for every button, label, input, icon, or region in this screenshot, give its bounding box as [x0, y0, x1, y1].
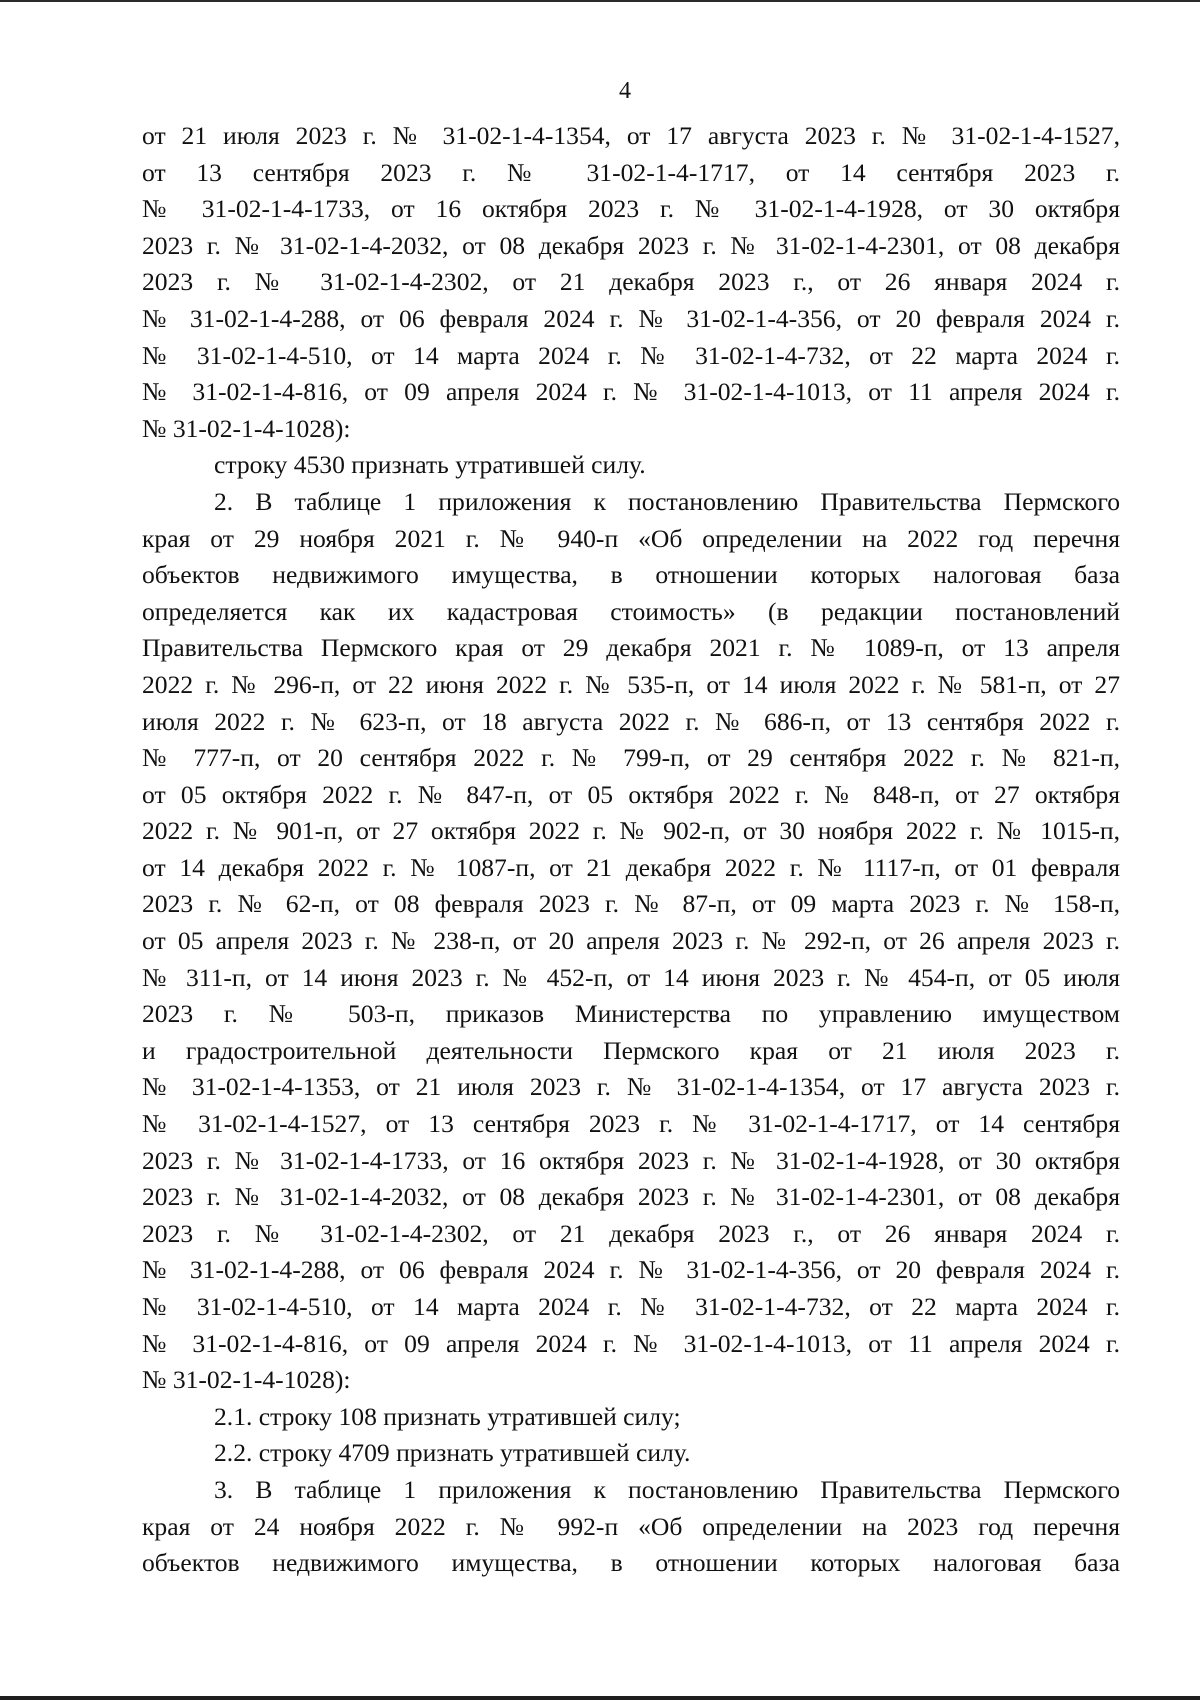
text-line: 2022 г. № 296-п, от 22 июня 2022 г. № 535-п, от 14 июля 2022 г. № 581-п, от 27 — [142, 669, 1120, 699]
text-line: 2.1. строку 108 признать утратившей силу; — [214, 1401, 681, 1431]
text-line: от 05 октября 2022 г. № 847-п, от 05 октября 2022 г. № 848-п, от 27 октября — [142, 779, 1120, 809]
text-line: 2.2. строку 4709 признать утратившей силу. — [214, 1438, 691, 1468]
text-line: 2023 г. № 31-02-1-4-2032, от 08 декабря 2023 г. № 31-02-1-4-2301, от 08 декабря — [142, 230, 1120, 260]
text-line: Правительства Пермского края от 29 декабря 2021 г. № 1089-п, от 13 апреля — [142, 633, 1120, 663]
text-line: № 31-02-1-4-288, от 06 февраля 2024 г. № 31-02-1-4-356, от 20 февраля 2024 г. — [142, 303, 1120, 333]
text-line: 3. В таблице 1 приложения к постановлению Правительства Пермского — [214, 1474, 1120, 1504]
text-line: № 31-02-1-4-510, от 14 марта 2024 г. № 31-02-1-4-732, от 22 марта 2024 г. — [142, 340, 1120, 370]
text-line: и градостроительной деятельности Пермского края от 21 июля 2023 г. — [142, 1035, 1120, 1065]
text-line: 2023 г. № 31-02-1-4-1733, от 16 октября 2023 г. № 31-02-1-4-1928, от 30 октября — [142, 1145, 1120, 1175]
text-line: № 31-02-1-4-816, от 09 апреля 2024 г. № 31-02-1-4-1013, от 11 апреля 2024 г. — [142, 377, 1120, 407]
text-line: строку 4530 признать утратившей силу. — [214, 450, 646, 480]
text-line: от 14 декабря 2022 г. № 1087-п, от 21 декабря 2022 г. № 1117-п, от 01 февраля — [142, 852, 1120, 882]
text-line: 2023 г. № 503-п, приказов Министерства по управлению имуществом — [142, 999, 1120, 1029]
text-line: № 31-02-1-4-1733, от 16 октября 2023 г. № 31-02-1-4-1928, от 30 октября — [142, 194, 1120, 224]
scan-edge-bottom — [0, 1696, 1200, 1700]
text-line: № 31-02-1-4-1028): — [142, 1365, 351, 1395]
scan-edge-top — [0, 0, 1200, 2]
text-line: края от 24 ноября 2022 г. № 992-п «Об определении на 2023 год перечня — [142, 1511, 1120, 1541]
text-line: № 31-02-1-4-1353, от 21 июля 2023 г. № 31-02-1-4-1354, от 17 августа 2023 г. — [142, 1072, 1120, 1102]
text-line: июля 2022 г. № 623-п, от 18 августа 2022 г. № 686-п, от 13 сентября 2022 г. — [142, 706, 1120, 736]
text-line: от 05 апреля 2023 г. № 238-п, от 20 апреля 2023 г. № 292-п, от 26 апреля 2023 г. — [142, 926, 1120, 956]
text-line: 2023 г. № 31-02-1-4-2302, от 21 декабря 2023 г., от 26 января 2024 г. — [142, 1218, 1120, 1248]
document-body — [142, 118, 1120, 1582]
text-line: объектов недвижимого имущества, в отношении которых налоговая база — [142, 1548, 1120, 1578]
text-line: № 31-02-1-4-288, от 06 февраля 2024 г. № 31-02-1-4-356, от 20 февраля 2024 г. — [142, 1255, 1120, 1285]
text-line: № 31-02-1-4-1527, от 13 сентября 2023 г. № 31-02-1-4-1717, от 14 сентября — [142, 1109, 1120, 1139]
text-line: объектов недвижимого имущества, в отношении которых налоговая база — [142, 560, 1120, 590]
text-line: определяется как их кадастровая стоимость» (в редакции постановлений — [142, 596, 1120, 626]
text-line: № 777-п, от 20 сентября 2022 г. № 799-п, от 29 сентября 2022 г. № 821-п, — [142, 743, 1120, 773]
text-line: 2023 г. № 31-02-1-4-2302, от 21 декабря 2023 г., от 26 января 2024 г. — [142, 267, 1120, 297]
text-line: № 31-02-1-4-510, от 14 марта 2024 г. № 31-02-1-4-732, от 22 марта 2024 г. — [142, 1292, 1120, 1321]
text-line: 2023 г. № 62-п, от 08 февраля 2023 г. № 87-п, от 09 марта 2023 г. № 158-п, — [142, 889, 1120, 919]
text-line: 2023 г. № 31-02-1-4-2032, от 08 декабря 2023 г. № 31-02-1-4-2301, от 08 декабря — [142, 1182, 1120, 1212]
text-line: от 13 сентября 2023 г. № 31-02-1-4-1717, от 14 сентября 2023 г. — [142, 157, 1120, 187]
text-line: 2. В таблице 1 приложения к постановлению Правительства Пермского — [214, 486, 1120, 516]
text-line: № 31-02-1-4-816, от 09 апреля 2024 г. № 31-02-1-4-1013, от 11 апреля 2024 г. — [142, 1328, 1120, 1358]
page-number: 4 — [619, 78, 631, 104]
text-line: 2022 г. № 901-п, от 27 октября 2022 г. № 902-п, от 30 ноября 2022 г. № 1015-п, — [142, 816, 1120, 846]
text-line: края от 29 ноября 2021 г. № 940-п «Об определении на 2022 год перечня — [142, 523, 1120, 553]
text-line: № 31-02-1-4-1028): — [142, 413, 351, 443]
text-line: № 311-п, от 14 июня 2023 г. № 452-п, от 14 июня 2023 г. № 454-п, от 05 июля — [142, 962, 1120, 992]
text-line: от 21 июля 2023 г. № 31-02-1-4-1354, от 17 августа 2023 г. № 31-02-1-4-1527, — [142, 121, 1120, 150]
